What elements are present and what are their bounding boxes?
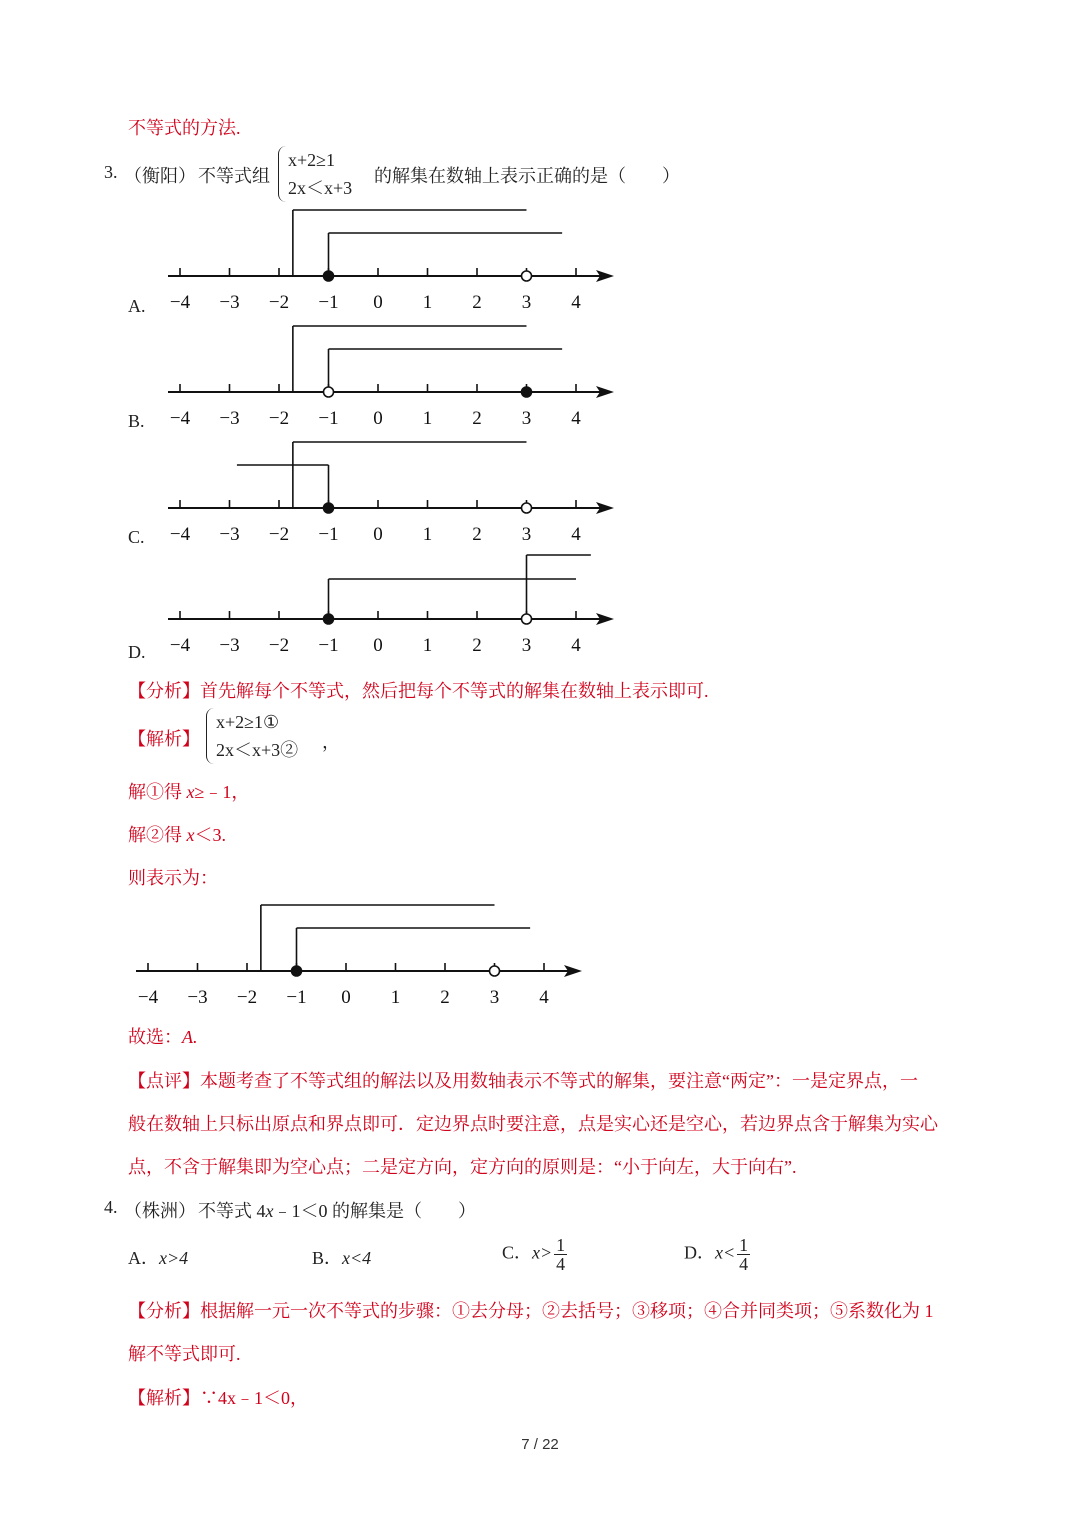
q4-option-d-label: D． <box>684 1242 715 1263</box>
tick-label: 0 <box>341 987 351 1008</box>
q3-system-line-1: x+2≥1 <box>288 150 336 170</box>
number-line-solution <box>128 895 598 1015</box>
q3-analysis <box>128 677 709 703</box>
tick-label: 3 <box>489 987 500 1008</box>
q4-option-d-text: x< <box>715 1242 736 1263</box>
brace <box>206 708 215 764</box>
answer-pre: 故选： <box>128 1027 182 1047</box>
tick-label: 2 <box>472 635 482 656</box>
q3-stem-pre: 不等式组 <box>198 166 270 186</box>
filled-dot <box>324 503 334 513</box>
hollow-dot <box>490 966 500 976</box>
q3-solution-tag: 【解析】 <box>128 729 200 749</box>
hollow-dot <box>522 614 532 624</box>
step-1 <box>128 778 249 804</box>
tick-label: −3 <box>219 408 240 429</box>
q4-option-a <box>128 1244 188 1270</box>
tick-label: −3 <box>187 987 208 1008</box>
q4-stem-post: ﹣1＜0 的解集是（ ） <box>273 1201 476 1221</box>
tick-label: −1 <box>318 635 339 656</box>
q4-analysis-tag: 【分析】 <box>128 1301 200 1321</box>
q4-analysis-line-2: 解不等式即可. <box>128 1344 241 1364</box>
q4-solution-text: ∵4x﹣1＜0， <box>200 1388 308 1408</box>
fraction-one-quarter <box>554 1236 567 1273</box>
tick-label: 3 <box>521 524 532 545</box>
step-2 <box>128 821 226 847</box>
q3-number: 3. <box>104 162 118 182</box>
tick-label: 4 <box>539 987 549 1008</box>
analysis-text: 首先解每个不等式，然后把每个不等式的解集在数轴上表示即可. <box>200 681 709 701</box>
tick-label: 3 <box>521 292 532 313</box>
step-1-var: x <box>186 782 195 802</box>
comment-tag: 【点评】 <box>128 1071 200 1091</box>
tick-label: 1 <box>390 987 401 1008</box>
tick-label: 4 <box>571 292 581 313</box>
page-number: 7 / 22 <box>521 1436 559 1453</box>
tick-label: 1 <box>422 408 433 429</box>
q4-option-b <box>312 1244 371 1270</box>
solution-comma: ， <box>322 732 340 752</box>
comment-line-1 <box>128 1067 918 1093</box>
q4-option-a-text: x>4 <box>159 1248 189 1268</box>
q4-solution <box>128 1384 308 1410</box>
tick-label: −4 <box>169 524 191 545</box>
q4-option-b-text: x<4 <box>342 1248 372 1268</box>
q4-number: 4. <box>104 1197 118 1217</box>
tick-label: 2 <box>472 524 482 545</box>
tick-label: −1 <box>286 987 307 1008</box>
tick-label: −4 <box>169 635 191 656</box>
tick-label: −2 <box>268 408 290 429</box>
fraction-numerator: 1 <box>739 1235 749 1255</box>
q3-solution-system <box>206 708 336 764</box>
tick-label: 4 <box>571 524 581 545</box>
tick-label: 0 <box>373 408 383 429</box>
number-line-c <box>160 432 630 552</box>
step-2-var: x <box>186 825 195 845</box>
tick-label: −3 <box>219 524 240 545</box>
step-2-post: ＜3. <box>194 825 226 845</box>
tick-label: −4 <box>137 987 159 1008</box>
step-2-pre: 解②得 <box>128 825 187 845</box>
q4-stem-var: x <box>265 1201 274 1221</box>
tick-label: 1 <box>422 635 433 656</box>
tick-label: −4 <box>169 408 191 429</box>
q3-stem-post: 的解集在数轴上表示正确的是（ ） <box>374 166 680 186</box>
solution-system-line-1: x+2≥1① <box>216 712 280 732</box>
q3-option-a-label: A. <box>128 296 146 316</box>
tick-label: −4 <box>169 292 191 313</box>
q3-system-line-2: 2x＜x+3 <box>288 178 353 198</box>
tick-label: −1 <box>318 524 339 545</box>
filled-dot <box>324 271 334 281</box>
q4-option-c-label: C． <box>502 1242 533 1263</box>
fraction-denominator: 4 <box>556 1254 566 1274</box>
q4-option-c <box>502 1236 567 1273</box>
q4-analysis-text-1: 根据解一元一次不等式的步骤：①去分母；②去括号；③移项；④合并同类项；⑤系数化为 1 <box>200 1301 934 1321</box>
tick-label: −3 <box>219 292 240 313</box>
tick-label: 0 <box>373 635 383 656</box>
hollow-dot <box>522 271 532 281</box>
q4-stem-pre: 不等式 4 <box>198 1201 266 1221</box>
solution-system-line-2: 2x＜x+3② <box>216 740 299 760</box>
step-1-post: ≥﹣1， <box>194 782 250 802</box>
answer <box>128 1023 198 1049</box>
tick-label: 3 <box>521 408 532 429</box>
tick-label: 1 <box>422 524 433 545</box>
q4-option-b-label: B． <box>312 1248 343 1268</box>
q3-option-d-label: D. <box>128 642 146 662</box>
number-line-d <box>160 547 630 667</box>
hollow-dot <box>324 387 334 397</box>
filled-dot <box>324 614 334 624</box>
q4-option-d <box>684 1236 750 1273</box>
tick-label: 4 <box>571 635 581 656</box>
q4-stem <box>198 1197 476 1223</box>
tick-label: −2 <box>268 524 290 545</box>
intro-tail: 不等式的方法. <box>128 118 241 138</box>
filled-dot <box>292 966 302 976</box>
comment-line-3: 点，不含于解集即为空心点；二是定方向，定方向的原则是：“小于向左，大于向右”. <box>128 1157 797 1177</box>
tick-label: −2 <box>236 987 258 1008</box>
q3-source: （衡阳） <box>124 166 196 186</box>
q4-option-c-text: x> <box>532 1242 553 1263</box>
tick-label: −1 <box>318 292 339 313</box>
answer-value: A. <box>182 1027 198 1047</box>
q3-option-b-label: B. <box>128 411 145 431</box>
number-line-b <box>160 316 630 436</box>
fraction-one-quarter <box>737 1236 750 1273</box>
q4-source: （株洲） <box>124 1201 196 1221</box>
brace <box>278 146 287 202</box>
tick-label: 2 <box>472 408 482 429</box>
q4-solution-tag: 【解析】 <box>128 1388 200 1408</box>
analysis-tag: 【分析】 <box>128 681 200 701</box>
comment-line-2: 般在数轴上只标出原点和界点即可．定边界点时要注意，点是实心还是空心，若边界点含于解集为实心 <box>128 1114 938 1134</box>
tick-label: 2 <box>472 292 482 313</box>
tick-label: 1 <box>422 292 433 313</box>
q3-system <box>278 146 378 202</box>
tick-label: 0 <box>373 524 383 545</box>
tick-label: 0 <box>373 292 383 313</box>
q4-option-a-label: A． <box>128 1248 159 1268</box>
step-3: 则表示为： <box>128 868 218 888</box>
filled-dot <box>522 387 532 397</box>
tick-label: 4 <box>571 408 581 429</box>
q4-analysis-line-1 <box>128 1297 934 1323</box>
number-line-a <box>160 200 630 320</box>
hollow-dot <box>522 503 532 513</box>
fraction-denominator: 4 <box>739 1254 749 1274</box>
tick-label: −1 <box>318 408 339 429</box>
comment-text-1: 本题考查了不等式组的解法以及用数轴表示不等式的解集，要注意“两定”：一是定界点，一 <box>200 1071 918 1091</box>
tick-label: 3 <box>521 635 532 656</box>
tick-label: −3 <box>219 635 240 656</box>
tick-label: −2 <box>268 635 290 656</box>
q3-option-c-label: C. <box>128 527 145 547</box>
tick-label: 2 <box>440 987 450 1008</box>
tick-label: −2 <box>268 292 290 313</box>
step-1-pre: 解①得 <box>128 782 187 802</box>
fraction-numerator: 1 <box>556 1235 566 1255</box>
